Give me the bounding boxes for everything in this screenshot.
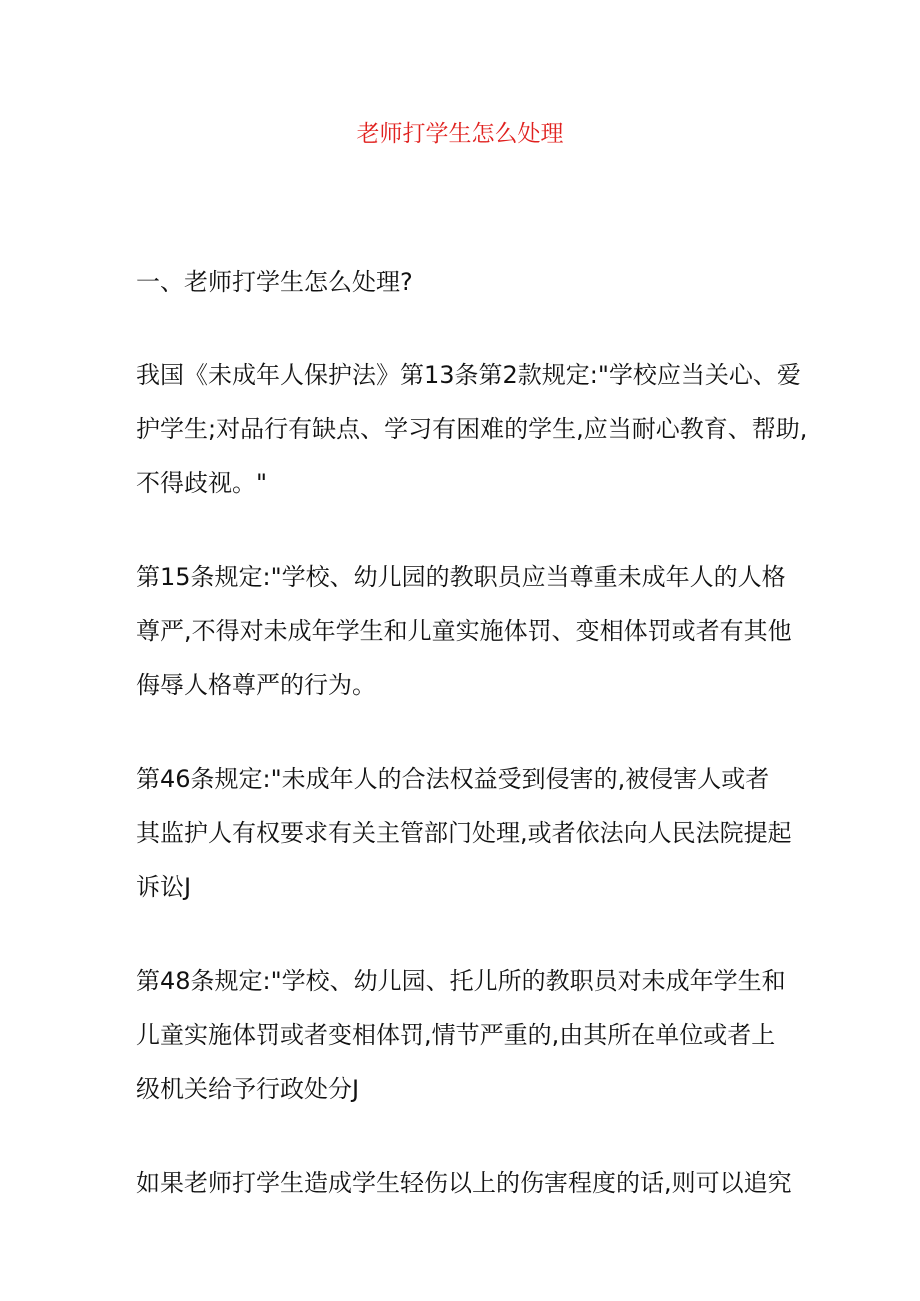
paragraph-line: 诉讼J <box>136 873 192 901</box>
paragraph-article-13 <box>136 348 808 510</box>
section-heading: 一、老师打学生怎么处理? <box>136 268 413 296</box>
document-body <box>136 262 808 1250</box>
paragraph-line: 儿童实施体罚或者变相体罚,情节严重的,由其所在单位或者上 <box>136 1021 776 1049</box>
document-title: 老师打学生怎么处理 <box>356 121 564 147</box>
paragraph-line: 第15条规定:"学校、幼儿园的教职员应当尊重未成年人的人格 <box>136 563 786 591</box>
paragraph-article-46 <box>136 752 796 914</box>
paragraph-line: 尊严,不得对未成年学生和儿童实施体罚、变相体罚或者有其他 <box>136 617 792 645</box>
paragraph-line: 级机关给予行政处分J <box>136 1075 360 1103</box>
paragraph-line: 不得歧视。" <box>136 469 268 497</box>
paragraph-line: 第48条规定:"学校、幼儿园、托儿所的教职员对未成年学生和 <box>136 967 786 995</box>
paragraph-article-15 <box>136 550 796 712</box>
paragraph-line: 侮辱人格尊严的行为。 <box>136 671 376 699</box>
paragraph-article-48 <box>136 954 796 1116</box>
paragraph-line: 其监护人有权要求有关主管部门处理,或者依法向人民法院提起 <box>136 819 792 847</box>
paragraph-liability <box>136 1156 796 1210</box>
paragraph-line: 我国《未成年人保护法》第13条第2款规定:"学校应当关心、爱 <box>136 361 801 389</box>
paragraph-line: 第46条规定:"未成年人的合法权益受到侵害的,被侵害人或者 <box>136 765 770 793</box>
paragraph-line: 护学生;对品行有缺点、学习有困难的学生,应当耐心教育、帮助, <box>136 415 808 443</box>
paragraph-line: 如果老师打学生造成学生轻伤以上的伤害程度的话,则可以追究 <box>136 1169 792 1197</box>
